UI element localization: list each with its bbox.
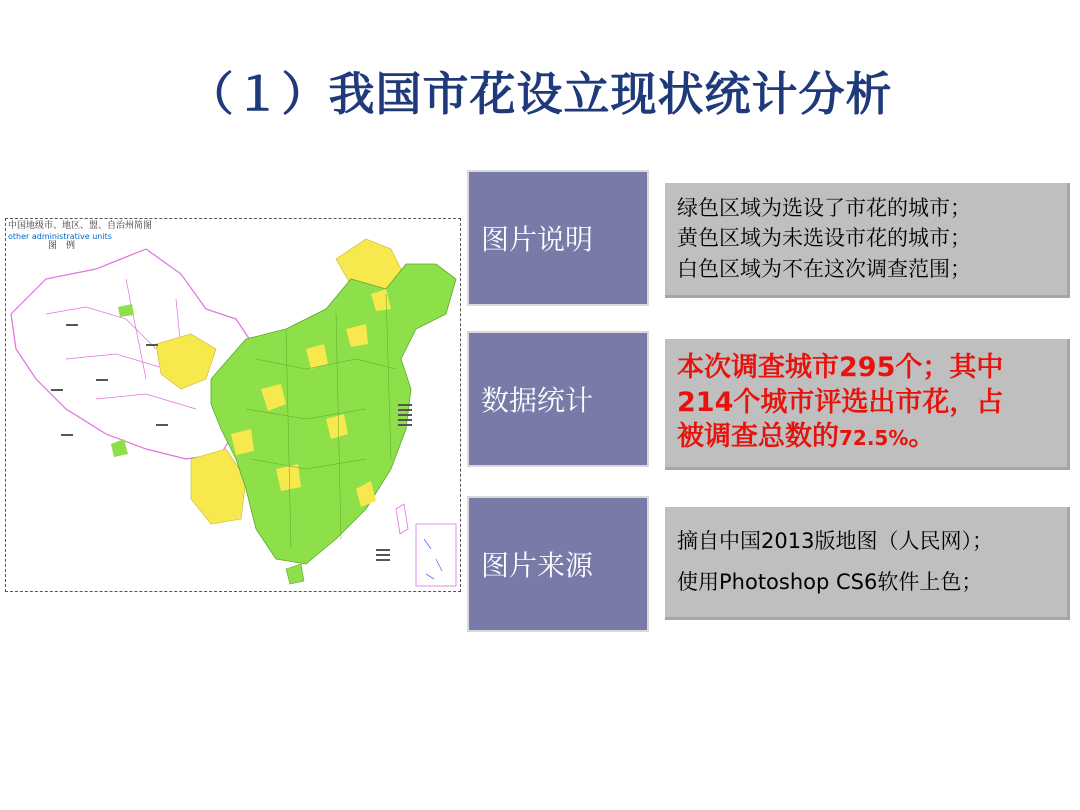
west-region (11, 249, 256, 459)
hainan-island (286, 564, 304, 584)
map-header (8, 221, 152, 252)
description-line: 白色区域为不在这次调查范围； (677, 256, 971, 281)
china-city-flower-map (5, 218, 461, 592)
statistics-line (677, 420, 1055, 455)
label-description-text: 图片说明 (481, 223, 594, 256)
label-source-text: 图片来源 (481, 549, 594, 582)
map-legend-subtitle: other administrative units (8, 231, 112, 241)
statistics-line: 214个城市评选出市花，占 (677, 386, 1004, 418)
label-description (467, 170, 649, 306)
description-line: 黄色区域为未选设市花的城市； (677, 226, 971, 251)
label-statistics (467, 331, 649, 467)
statistics-line-end: 。 (908, 421, 936, 453)
map-header-title: 中国地级市、地区、盟、自治州简图 (8, 221, 153, 231)
source-box (665, 507, 1070, 620)
map-graphic (6, 219, 460, 591)
description-box (665, 183, 1070, 298)
map-legend-heading: 图 例 (48, 241, 76, 252)
percentage-value: 72.5% (839, 426, 909, 451)
taiwan-island (396, 504, 408, 534)
label-source (467, 496, 649, 632)
statistics-line: 本次调查城市295个；其中 (677, 352, 1004, 383)
description-line: 绿色区域为选设了市花的城市； (677, 196, 971, 220)
label-statistics-text: 数据统计 (481, 384, 594, 417)
green-region-east (211, 264, 456, 564)
source-line: 摘自中国2013版地图（人民网）； (677, 529, 993, 553)
statistics-line-text: 被调查总数的 (677, 421, 839, 453)
source-line: 使用Photoshop CS6软件上色； (677, 569, 983, 594)
page-title: （１）我国市花设立现状统计分析 (187, 67, 893, 121)
statistics-box (665, 339, 1070, 470)
south-china-sea-inset (416, 524, 456, 586)
